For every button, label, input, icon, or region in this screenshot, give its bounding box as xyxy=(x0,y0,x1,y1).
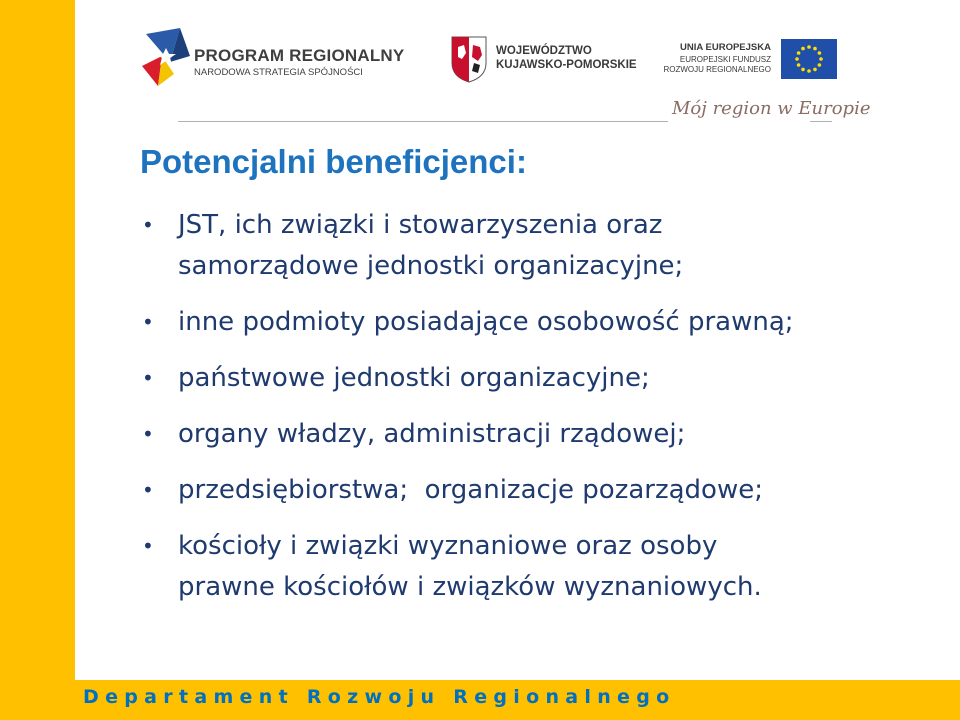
list-item-line: organy władzy, administracji rządowej; xyxy=(178,419,686,449)
slide-title: Potencjalni beneficjenci: xyxy=(140,143,527,180)
list-item xyxy=(140,470,920,511)
region-name-line2: KUJAWSKO-POMORSKIE xyxy=(496,59,637,71)
list-item xyxy=(140,414,920,455)
program-regionalny-logo xyxy=(140,26,405,92)
program-regionalny-emblem-icon xyxy=(140,26,192,92)
list-item-line: państwowe jednostki organizacyjne; xyxy=(178,363,650,393)
bullet-icon: • xyxy=(142,534,154,558)
list-item-line: prawne kościołów i związków wyznaniowych. xyxy=(178,572,762,602)
wojewodztwo-logo xyxy=(450,34,637,84)
bullet-icon: • xyxy=(142,422,154,446)
region-name-line1: WOJEWÓDZTWO xyxy=(496,45,592,57)
list-item xyxy=(140,205,920,287)
eu-name-line2: EUROPEJSKI FUNDUSZ xyxy=(679,55,771,64)
bullet-icon: • xyxy=(142,310,154,334)
program-regionalny-subtitle: NARODOWA STRATEGIA SPÓJNOŚCI xyxy=(194,67,363,78)
coat-of-arms-icon xyxy=(450,35,488,83)
beneficiary-list xyxy=(140,205,920,623)
header-divider-end xyxy=(810,121,832,122)
list-item xyxy=(140,526,920,608)
eu-flag-icon xyxy=(781,39,837,79)
eu-name-line1: UNIA EUROPEJSKA xyxy=(680,42,771,53)
program-regionalny-title: PROGRAM REGIONALNY xyxy=(194,46,405,65)
list-item-line: JST, ich związki i stowarzyszenia oraz xyxy=(178,210,663,240)
footer-department-name: Departament Rozwoju Regionalnego xyxy=(83,686,676,708)
motto-text: Mój region w Europie xyxy=(672,98,871,119)
eu-name-line3: ROZWOJU REGIONALNEGO xyxy=(663,65,771,74)
header-divider xyxy=(178,121,668,122)
list-item-line: samorządowe jednostki organizacyjne; xyxy=(178,251,684,281)
eu-logo xyxy=(663,38,837,82)
bullet-icon: • xyxy=(142,478,154,502)
left-accent-band xyxy=(0,0,75,720)
bullet-icon: • xyxy=(142,366,154,390)
list-item xyxy=(140,302,920,343)
bullet-icon: • xyxy=(142,213,154,237)
list-item-line: inne podmioty posiadające osobowość prawną; xyxy=(178,307,794,337)
list-item-line: kościoły i związki wyznaniowe oraz osoby xyxy=(178,531,718,561)
list-item-line: przedsiębiorstwa; organizacje pozarządowe; xyxy=(178,475,763,505)
list-item xyxy=(140,358,920,399)
